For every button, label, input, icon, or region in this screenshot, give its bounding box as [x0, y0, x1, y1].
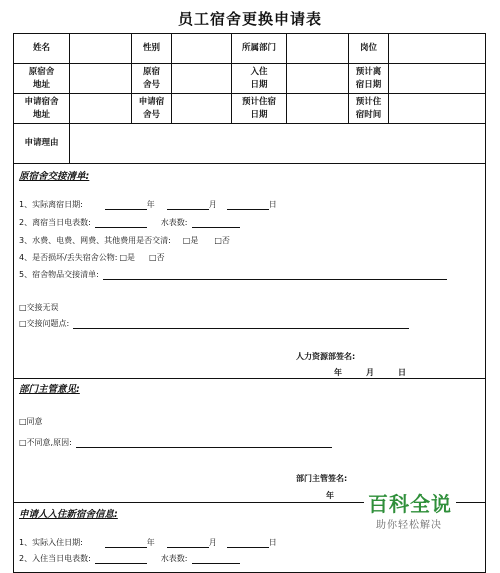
hr-signature-label: 人力资源部签名:: [296, 352, 356, 361]
handover-line-2: 2、离宿当日电表数: 水表数:: [19, 217, 240, 228]
value-gender[interactable]: [172, 34, 232, 64]
handover-line-4: 4、是否损坏/丢失宿舍公物: □是 □否: [19, 253, 165, 262]
value-new-address[interactable]: [70, 94, 132, 124]
label-expected-stay-time: 预计住 宿时间: [349, 94, 389, 124]
label-old-address: 原宿舍 地址: [14, 64, 70, 94]
manager-agree-checkbox[interactable]: □同意: [19, 417, 43, 426]
label-reason: 申请理由: [14, 124, 70, 164]
value-old-room[interactable]: [172, 64, 232, 94]
manager-signature-label: 部门主管签名:: [296, 474, 348, 483]
label-department: 所属部门: [232, 34, 287, 64]
handover-issue-checkbox[interactable]: □交接问题点:: [19, 319, 70, 328]
value-reason[interactable]: [70, 124, 485, 164]
watermark-brand: 百科全说: [364, 488, 456, 517]
manager-date-year: 年: [326, 491, 334, 500]
label-old-room: 原宿 舍号: [132, 64, 172, 94]
label-expected-stay-date: 预计住宿 日期: [232, 94, 287, 124]
damage-yes-checkbox[interactable]: □是: [119, 253, 136, 262]
hr-date: 年 月 日: [334, 368, 406, 377]
handover-line-1: 1、实际离宿日期: 年 月 日: [19, 200, 277, 209]
value-position[interactable]: [389, 34, 485, 64]
newdorm-line-1: 1、实际入住日期: 年 月 日: [19, 538, 277, 547]
label-new-address: 申请宿舍 地址: [14, 94, 70, 124]
label-checkin-date: 入住 日期: [232, 64, 287, 94]
handover-line-5: 5、宿舍物品交接清单:: [19, 269, 447, 280]
value-new-room[interactable]: [172, 94, 232, 124]
label-expected-leave-date: 预计离 宿日期: [349, 64, 389, 94]
form-title: 员工宿舍更换申请表: [177, 10, 322, 28]
label-position: 岗位: [349, 34, 389, 64]
manager-disagree-line: [19, 437, 332, 448]
fees-paid-no-checkbox[interactable]: □否: [214, 236, 230, 245]
value-expected-leave-date[interactable]: [389, 64, 485, 94]
value-old-address[interactable]: [70, 64, 132, 94]
handover-ok-checkbox[interactable]: □交接无误: [19, 303, 59, 312]
label-gender: 性别: [132, 34, 172, 64]
fees-paid-yes-checkbox[interactable]: □是: [182, 236, 199, 245]
label-new-room: 申请宿 舍号: [132, 94, 172, 124]
section-divider-1: [13, 378, 486, 379]
manager-disagree-checkbox[interactable]: □不同意,原因:: [19, 438, 72, 447]
value-department[interactable]: [287, 34, 349, 64]
label-name: 姓名: [14, 34, 70, 64]
manager-heading: 部门主管意见:: [19, 384, 80, 395]
newdorm-heading: 申请人入住新宿舍信息:: [19, 509, 118, 520]
handover-heading: 原宿舍交接清单:: [19, 171, 90, 182]
value-checkin-date[interactable]: [287, 64, 349, 94]
value-expected-stay-time[interactable]: [389, 94, 485, 124]
newdorm-line-2: 2、入住当日电表数: 水表数:: [19, 553, 240, 564]
damage-no-checkbox[interactable]: □否: [149, 253, 165, 262]
value-name[interactable]: [70, 34, 132, 64]
watermark-slogan: 助你轻松解决: [372, 516, 446, 531]
handover-issue-line: [19, 318, 409, 329]
value-expected-stay-date[interactable]: [287, 94, 349, 124]
handover-line-3: 3、水费、电费、网费、其他费用是否交清: □是 □否: [19, 236, 230, 245]
